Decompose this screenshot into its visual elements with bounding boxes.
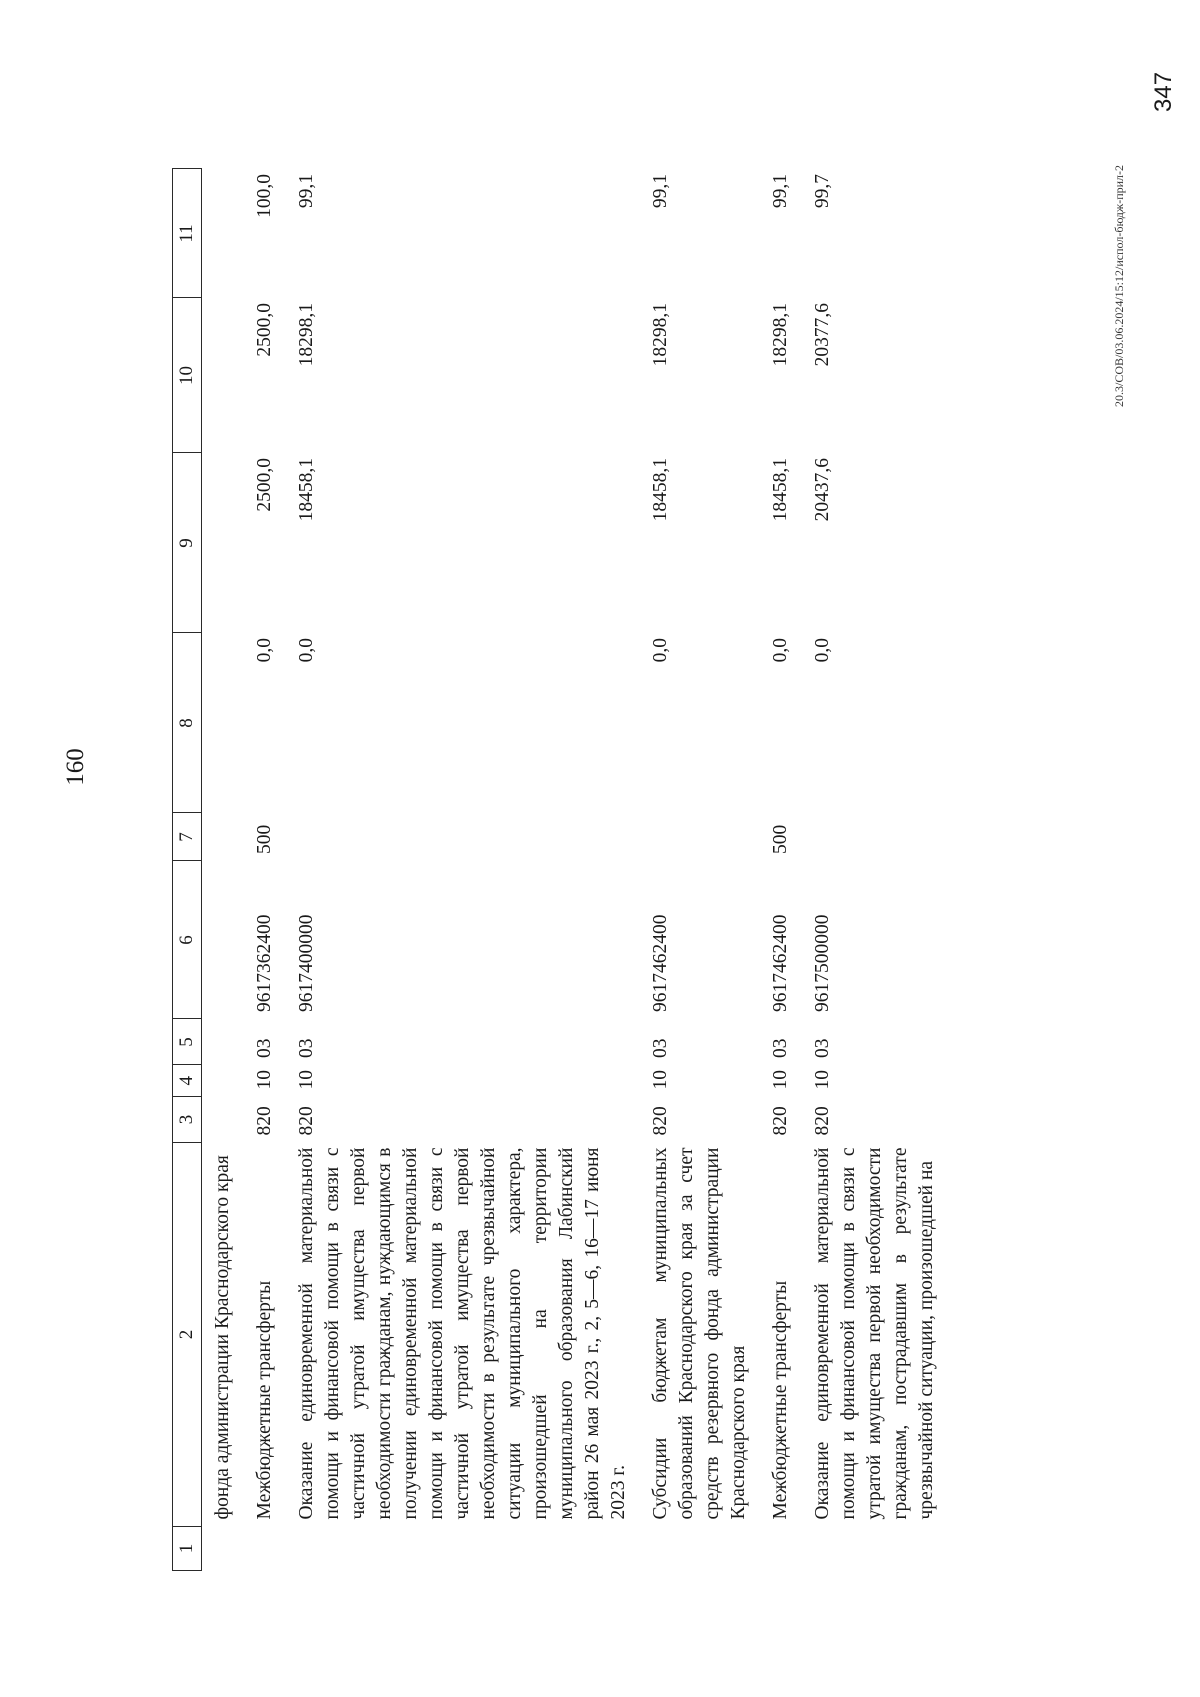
column-header: 2 bbox=[173, 1143, 202, 1527]
cell-col9: 18458,1 bbox=[296, 458, 317, 522]
cell-col8: 0,0 bbox=[770, 638, 791, 663]
document-footer-code: 20.3/СОВ/03.06.2024/15:12/испол-бюдж-прил-2 bbox=[1112, 164, 1126, 407]
cell-col10: 18298,1 bbox=[650, 303, 671, 367]
column-header: 8 bbox=[173, 633, 202, 813]
cell-col9: 20437,6 bbox=[812, 458, 833, 522]
row-description: Оказание единовременной материальной помощи и финансовой помощи в связи с частичной утратой имущества первой необходимости гражданам, нуждающимся в получении единовременной материальной помощи и финансовой помощи в связи с частичной утратой имущества первой необходимости в результате чрезвычайной ситуации муниципального характера, произошедшей на территории муниципального образования Лабинский район 26 мая 2023 г., 2, 5—6, 16—17 июня 2023 г. bbox=[296, 1147, 629, 1520]
column-header: 4 bbox=[173, 1065, 202, 1097]
cell-ministry-code bbox=[202, 1097, 245, 1143]
cell-expense-type bbox=[202, 813, 245, 861]
cell-expense-type: 500 bbox=[770, 824, 791, 854]
cell-ministry-code: 820 bbox=[770, 1106, 791, 1136]
cell-ministry-code: 820 bbox=[296, 1106, 317, 1136]
cell-col10: 18298,1 bbox=[770, 303, 791, 367]
cell-col8 bbox=[202, 633, 245, 813]
table-row bbox=[286, 169, 640, 1571]
column-header: 7 bbox=[173, 813, 202, 861]
table-row bbox=[802, 169, 948, 1571]
empty-cell bbox=[760, 1527, 802, 1571]
cell-col10: 18298,1 bbox=[296, 303, 317, 367]
cell-subsection-code: 03 bbox=[296, 1038, 317, 1058]
cell-section-code: 10 bbox=[650, 1070, 671, 1090]
column-header: 1 bbox=[173, 1527, 202, 1571]
column-header: 5 bbox=[173, 1019, 202, 1065]
cell-col8: 0,0 bbox=[812, 638, 833, 663]
cell-section-code: 10 bbox=[812, 1070, 833, 1090]
cell-col10: 20377,6 bbox=[812, 303, 833, 367]
cell-target-article: 9617462400 bbox=[650, 914, 671, 1012]
cell-col8: 0,0 bbox=[650, 638, 671, 663]
row-description: Межбюджетные трансферты bbox=[254, 1280, 275, 1520]
empty-cell bbox=[802, 1527, 948, 1571]
cell-target-article bbox=[202, 861, 245, 1019]
cell-subsection-code: 03 bbox=[254, 1038, 275, 1058]
table-row bbox=[640, 169, 760, 1571]
cell-section-code bbox=[202, 1065, 245, 1097]
table-row bbox=[760, 169, 802, 1571]
cell-expense-type bbox=[640, 813, 760, 861]
column-header: 11 bbox=[173, 169, 202, 298]
cell-target-article: 9617462400 bbox=[770, 914, 791, 1012]
cell-col9: 2500,0 bbox=[254, 458, 275, 512]
cell-col11: 99,1 bbox=[650, 174, 671, 209]
cell-col9 bbox=[202, 453, 245, 633]
cell-col9: 18458,1 bbox=[650, 458, 671, 522]
cell-section-code: 10 bbox=[296, 1070, 317, 1090]
cell-target-article: 9617400000 bbox=[296, 914, 317, 1012]
cell-col11: 100,0 bbox=[254, 174, 275, 218]
cell-section-code: 10 bbox=[770, 1070, 791, 1090]
cell-col8: 0,0 bbox=[254, 638, 275, 663]
row-description: фонда администрации Краснодарского края bbox=[212, 1155, 233, 1520]
empty-cell bbox=[640, 1527, 760, 1571]
row-description: Субсидии бюджетам муниципальных образований Краснодарского края за счет средств резервного фонда администрации Краснодарского края bbox=[650, 1147, 749, 1520]
cell-col11: 99,1 bbox=[770, 174, 791, 209]
cell-subsection-code bbox=[202, 1019, 245, 1065]
cell-target-article: 9617362400 bbox=[254, 914, 275, 1012]
column-header: 6 bbox=[173, 861, 202, 1019]
column-header: 10 bbox=[173, 298, 202, 453]
cell-ministry-code: 820 bbox=[254, 1106, 275, 1136]
cell-subsection-code: 03 bbox=[650, 1038, 671, 1058]
cell-col11: 99,1 bbox=[296, 174, 317, 209]
table-header-row bbox=[173, 169, 202, 1571]
page-number: 160 bbox=[62, 748, 89, 786]
cell-col11: 99,7 bbox=[812, 174, 833, 209]
cell-expense-type bbox=[802, 813, 948, 861]
cell-subsection-code: 03 bbox=[812, 1038, 833, 1058]
sheet-number: 347 bbox=[1150, 71, 1177, 112]
cell-col10 bbox=[202, 298, 245, 453]
cell-subsection-code: 03 bbox=[770, 1038, 791, 1058]
cell-section-code: 10 bbox=[254, 1070, 275, 1090]
cell-target-article: 9617500000 bbox=[812, 914, 833, 1012]
cell-expense-type bbox=[286, 813, 640, 861]
budget-table bbox=[172, 169, 948, 1572]
cell-col10: 2500,0 bbox=[254, 303, 275, 357]
cell-col11 bbox=[202, 169, 245, 298]
cell-col8: 0,0 bbox=[296, 638, 317, 663]
table-row bbox=[244, 169, 286, 1571]
row-description: Оказание единовременной материальной помощи и финансовой помощи в связи с утратой имущества первой необходимости гражданам, пострадавшим в результате чрезвычайной ситуации, произошедшей на bbox=[812, 1147, 937, 1520]
empty-cell bbox=[202, 1527, 245, 1571]
empty-cell bbox=[286, 1527, 640, 1571]
cell-expense-type: 500 bbox=[254, 824, 275, 854]
table-row bbox=[202, 169, 245, 1571]
row-description: Межбюджетные трансферты bbox=[770, 1280, 791, 1520]
column-header: 9 bbox=[173, 453, 202, 633]
cell-ministry-code: 820 bbox=[650, 1106, 671, 1136]
cell-ministry-code: 820 bbox=[812, 1106, 833, 1136]
column-header: 3 bbox=[173, 1097, 202, 1143]
empty-cell bbox=[244, 1527, 286, 1571]
cell-col9: 18458,1 bbox=[770, 458, 791, 522]
